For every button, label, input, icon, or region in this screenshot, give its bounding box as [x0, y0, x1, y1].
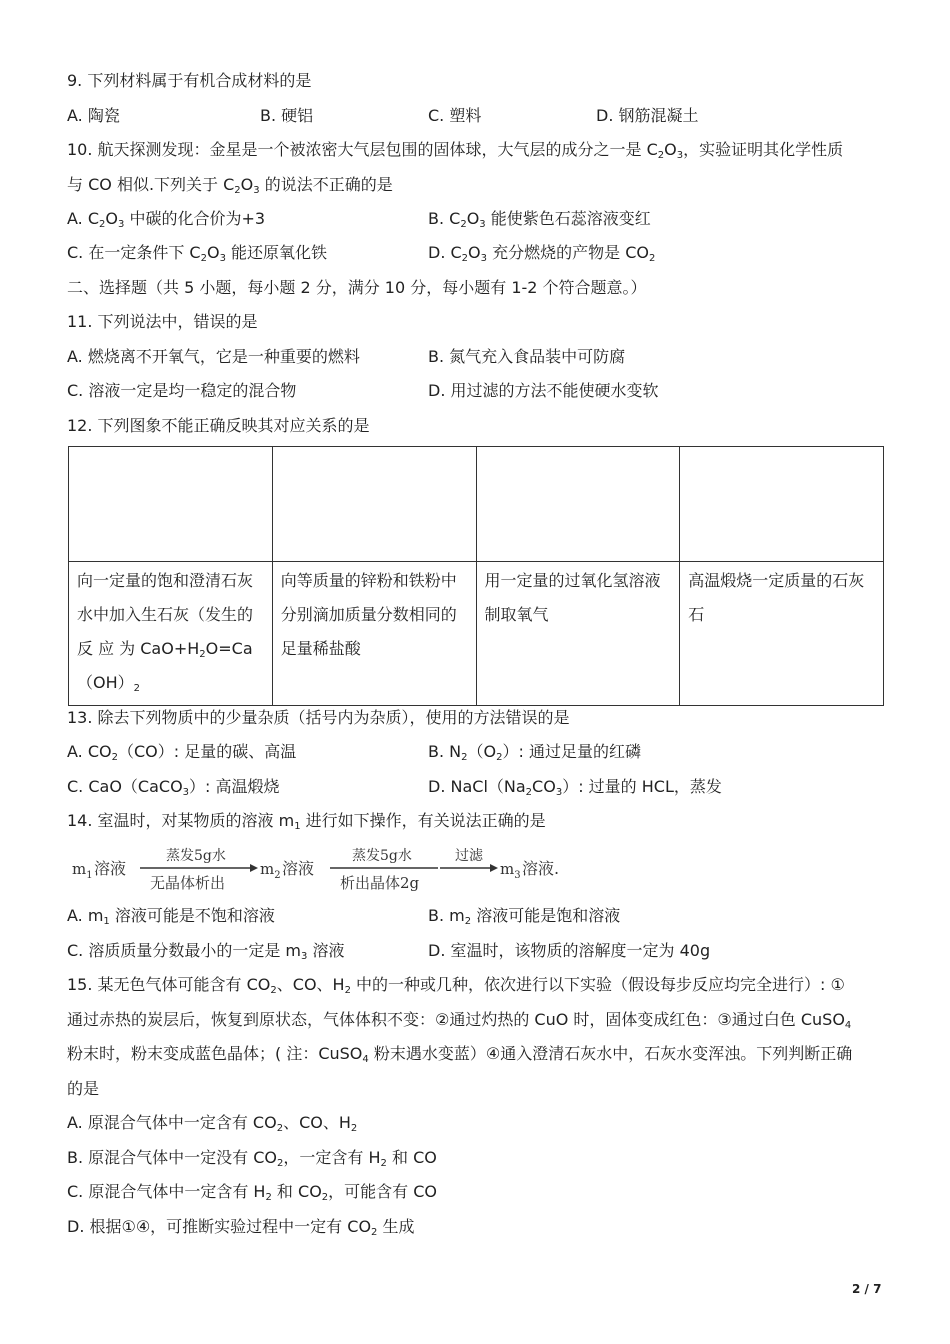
q12-graph-cell-4 [680, 447, 884, 562]
q13-option-d: D. $NaCl(Na_2CO_3)$: 过量的 HCL，蒸发 [428, 777, 722, 798]
q12-stem: 12. 下列图象不能正确反映其对应关系的是 [67, 416, 370, 435]
q11-stem: 11. 下列说法中，错误的是 [67, 312, 258, 331]
q15-stem-line4: 的是 [67, 1079, 100, 1098]
diagram-arrow1-top: 蒸发5g水 [166, 848, 226, 864]
diagram-arrowhead1 [250, 864, 258, 872]
q12-graph-cell-1 [69, 447, 273, 562]
q11-option-d: D. 用过滤的方法不能使硬水变软 [428, 381, 659, 400]
diagram-arrow2-top: 蒸发5g水 [352, 848, 412, 864]
q10-option-c: C. 在一定条件下 $C_2O_3$ 能还原氧化铁 [67, 243, 328, 264]
q12-graph-table [68, 446, 884, 706]
q15-stem-line3: 粉末时，粉末变成蓝色晶体；( 注：CuSO$_4$ 粉末遇水变蓝）④通入澄清石灰水中，石灰水变浑浊。下列判断正确 [67, 1044, 853, 1065]
diagram-arrow2-bottom: 析出晶体2g [340, 874, 420, 892]
diagram-arrow1-bottom: 无晶体析出 [150, 874, 226, 892]
q15-option-a: A. 原混合气体中一定含有 $CO_2$、CO、$H_2$ [67, 1113, 358, 1134]
q12-graph-cell-3 [476, 447, 680, 562]
q12-desc-3: 用一定量的过氧化氢溶液 制取氧气 [476, 562, 680, 706]
q10-option-a: A. $C_2O_3$ 中碳的化合价为+3 [67, 209, 266, 230]
q9-stem: 9. 下列材料属于有机合成材料的是 [67, 71, 312, 90]
diagram-m3-label: $m_3$ [500, 860, 521, 881]
diagram-arrow3-top: 过滤 [455, 848, 483, 864]
diagram-m2-label: $m_2$ [260, 860, 281, 881]
q12-desc-2: 向等质量的锌粉和铁粉中 分别滴加质量分数相同的 足量稀盐酸 [272, 562, 476, 706]
q14-process-diagram [70, 842, 580, 902]
q12-desc-4: 高温煅烧一定质量的石灰 石 [680, 562, 884, 706]
q10-option-b: B. $C_2O_3$ 能使紫色石蕊溶液变红 [428, 209, 651, 230]
q13-option-c: C. CaO（CaCO$_3$）: 高温煅烧 [67, 777, 280, 798]
page-number: 2 / 7 [852, 1282, 882, 1296]
q9-option-c: C. 塑料 [428, 106, 482, 125]
q10-option-d: D. $C_2O_3$ 充分燃烧的产物是 $CO_2$ [428, 243, 656, 264]
q9-option-a: A. 陶瓷 [67, 106, 120, 125]
q14-option-d: D. 室温时，该物质的溶解度一定为 40g [428, 941, 711, 960]
diagram-solution-3: 溶液. [522, 859, 560, 878]
diagram-solution-1: 溶液 [94, 859, 127, 878]
q15-option-b: B. 原混合气体中一定没有 $CO_2$，一定含有 $H_2$ 和 CO [67, 1148, 437, 1169]
diagram-arrowhead3 [490, 864, 498, 872]
diagram-m1-label: $m_1$ [72, 860, 93, 881]
q11-option-b: B. 氮气充入食品装中可防腐 [428, 347, 626, 366]
q14-option-b: B. $m_2$ 溶液可能是饱和溶液 [428, 906, 621, 927]
q11-option-a: A. 燃烧离不开氧气，它是一种重要的燃料 [67, 347, 360, 366]
q14-option-c: C. 溶质质量分数最小的一定是 $m_3$ 溶液 [67, 941, 345, 962]
q10-stem-line2: 与 CO 相似.下列关于 $C_2O_3$ 的说法不正确的是 [67, 175, 393, 196]
q10-stem-line1: 10. 航天探测发现：金星是一个被浓密大气层包围的固体球，大气层的成分之一是 $C_2O_3$，实验证明其化学性质 [67, 140, 844, 161]
q9-option-d: D. 钢筋混凝土 [596, 106, 699, 125]
q13-option-b: B. $N_2(O_2)$: 通过足量的红磷 [428, 742, 641, 763]
q15-option-c: C. 原混合气体中一定含有 $H_2$ 和 $CO_2$，可能含有 CO [67, 1182, 438, 1203]
q11-option-c: C. 溶液一定是均一稳定的混合物 [67, 381, 297, 400]
q13-stem: 13. 除去下列物质中的少量杂质（括号内为杂质），使用的方法错误的是 [67, 708, 570, 727]
q15-stem-line1: 15. 某无色气体可能含有 $CO_2$、CO、$H_2$ 中的一种或几种，依次进行以下实验（假设每步反应均完全进行）: ① [67, 975, 845, 996]
q14-stem: 14. 室温时，对某物质的溶液 $m_1$ 进行如下操作，有关说法正确的是 [67, 811, 546, 832]
section-heading: 二、选择题（共 5 小题，每小题 2 分，满分 10 分，每小题有 1-2 个符合题意。） [67, 278, 647, 297]
diagram-solution-2: 溶液 [282, 859, 315, 878]
q9-option-b: B. 硬铝 [260, 106, 314, 125]
q15-stem-line2: 通过赤热的炭层后，恢复到原状态，气体体积不变：②通过灼热的 CuO 时，固体变成红色：③通过白色 CuSO$_4$ [67, 1010, 852, 1031]
q12-desc-1: 向一定量的饱和澄清石灰 水中加入生石灰（发生的 反 应 为 $CaO+H_2O=Ca$ $(OH)_2$ [69, 562, 273, 706]
q14-option-a: A. $m_1$ 溶液可能是不饱和溶液 [67, 906, 275, 927]
q15-option-d: D. 根据①④，可推断实验过程中一定有 $CO_2$ 生成 [67, 1217, 415, 1238]
q13-option-a: A. $CO_2(CO)$: 足量的碳、高温 [67, 742, 297, 763]
q12-graph-cell-2 [272, 447, 476, 562]
